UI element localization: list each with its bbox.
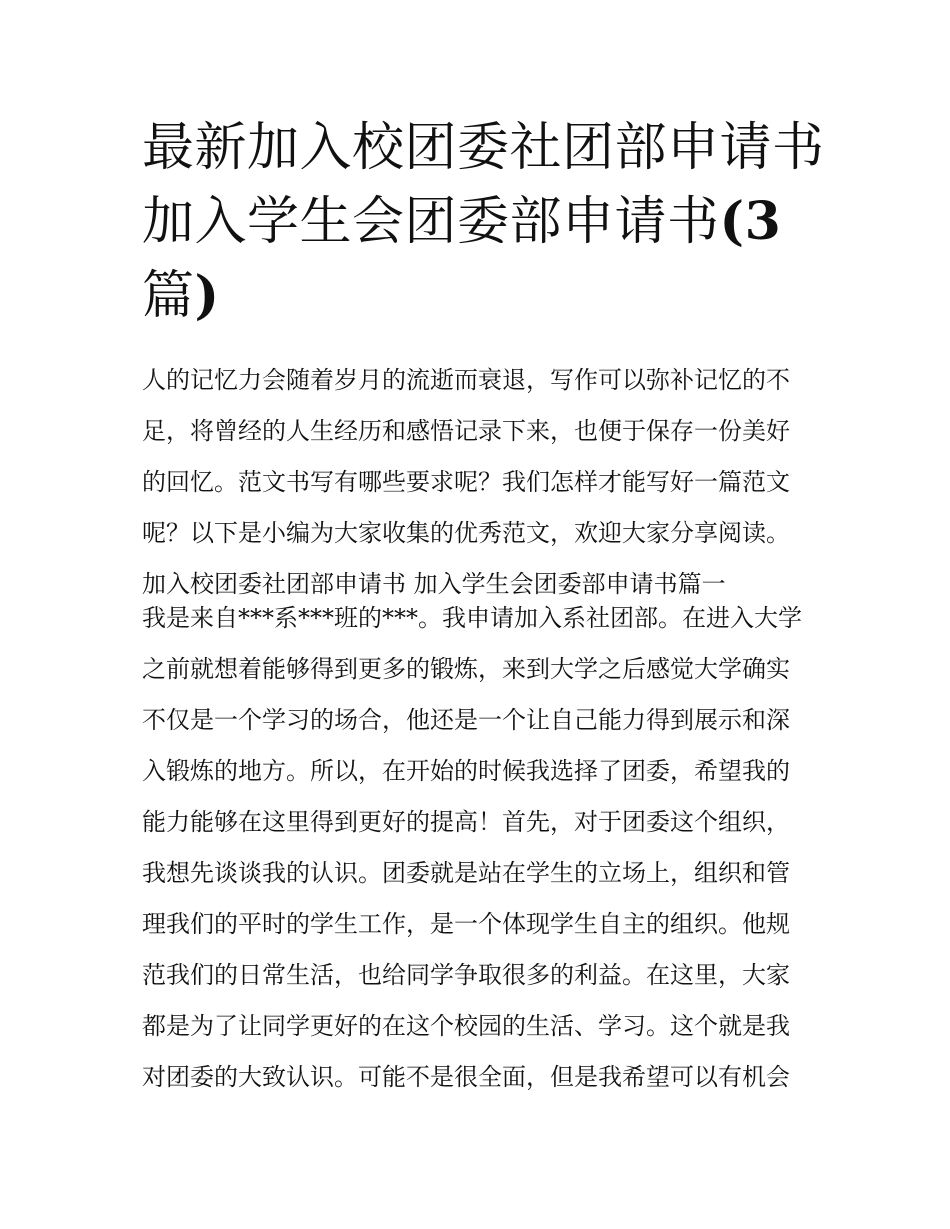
title-line-2 <box>142 185 822 259</box>
section-heading: 加入校团委社团部申请书 加入学生会团委部申请书篇一 <box>142 570 726 598</box>
body-line: 都是为了让同学更好的在这个校园的生活、学习。这个就是我 <box>142 1012 790 1040</box>
document-body <box>142 358 822 1106</box>
body-line: 我想先谈谈我的认识。团委就是站在学生的立场上，组织和管 <box>142 859 790 887</box>
title-line-2-text: 加入学生会团委部申请书 <box>142 192 720 252</box>
intro-line: 人的记忆力会随着岁月的流逝而衰退，写作可以弥补记忆的不 <box>142 366 790 394</box>
body-line: 我是来自***系***班的***。我申请加入系社团部。在进入大学 <box>142 604 802 632</box>
body-line: 理我们的平时的学生工作，是一个体现学生自主的组织。他规 <box>142 910 790 938</box>
title-line-3-text: 篇 <box>142 266 195 326</box>
intro-line: 的回忆。范文书写有哪些要求呢？我们怎样才能写好一篇范文 <box>142 468 790 496</box>
body-line: 之前就想着能够得到更多的锻炼，来到大学之后感觉大学确实 <box>142 655 790 683</box>
body-line: 不仅是一个学习的场合，他还是一个让自己能力得到展示和深 <box>142 706 790 734</box>
title-line-3 <box>142 259 822 333</box>
body-line: 范我们的日常生活，也给同学争取很多的利益。在这里，大家 <box>142 961 790 989</box>
intro-line: 足，将曾经的人生经历和感悟记录下来，也便于保存一份美好 <box>142 417 790 445</box>
body-line: 入锻炼的地方。所以，在开始的时候我选择了团委，希望我的 <box>142 757 790 785</box>
title-line-2-count: (3 <box>719 191 782 252</box>
document-title <box>142 112 825 333</box>
title-line-1: 最新加入校团委社团部申请书 <box>142 118 825 178</box>
intro-line: 呢？以下是小编为大家收集的优秀范文，欢迎大家分享阅读。 <box>142 519 790 547</box>
body-line: 能力能够在这里得到更好的提高！首先，对于团委这个组织， <box>142 808 790 836</box>
body-line: 对团委的大致认识。可能不是很全面，但是我希望可以有机会 <box>142 1063 790 1091</box>
title-line-3-paren: ) <box>194 265 220 326</box>
